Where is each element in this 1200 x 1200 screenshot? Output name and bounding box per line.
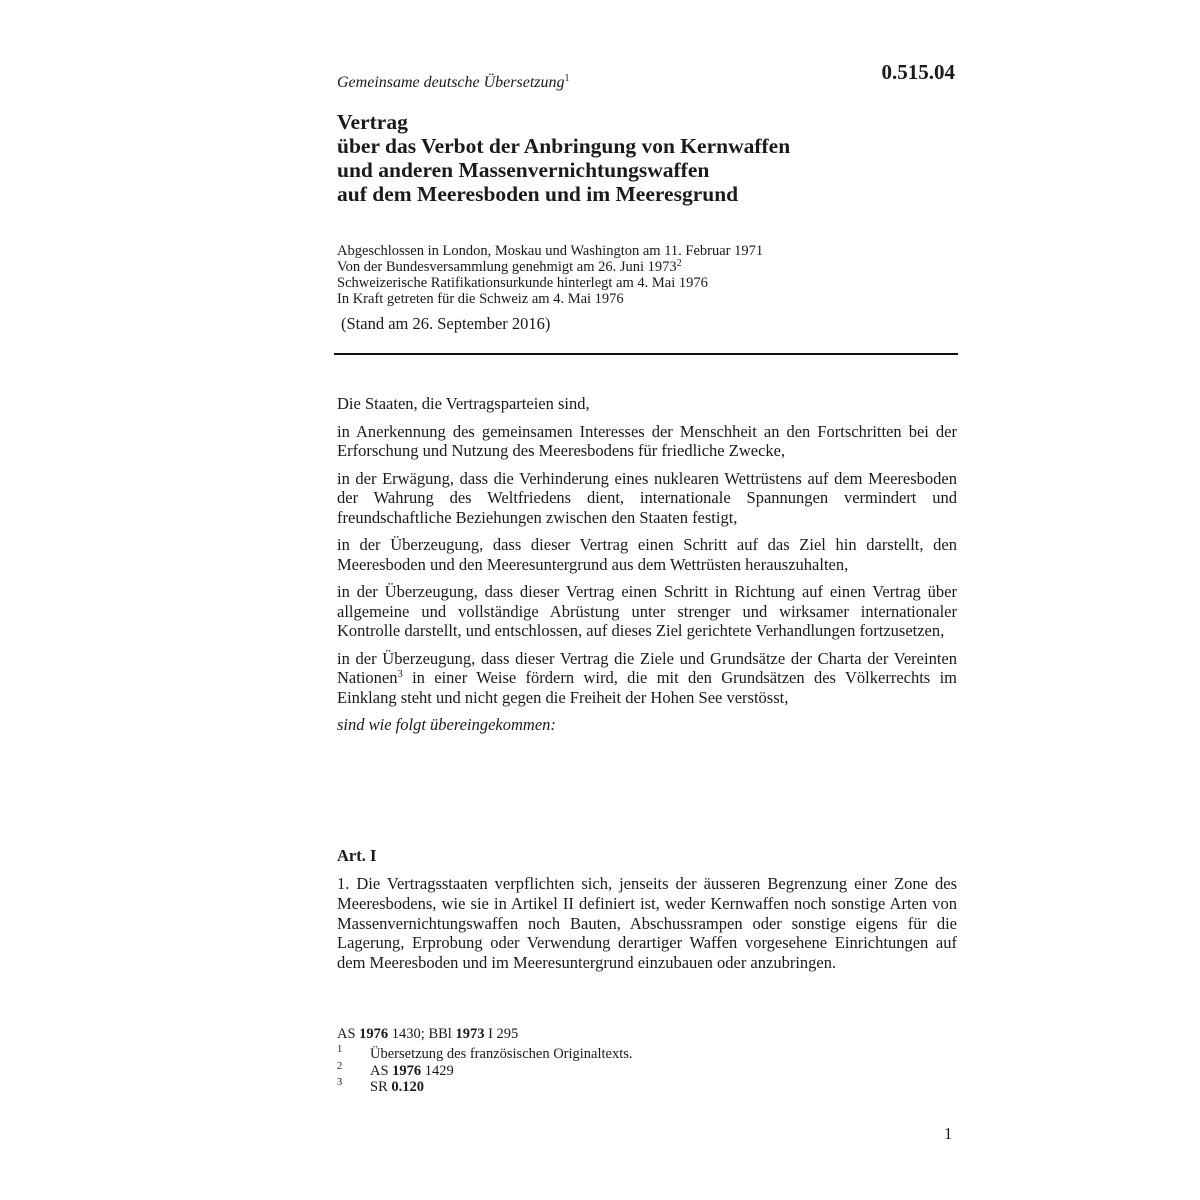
- footnote-number: 2: [337, 1060, 343, 1072]
- in-force-line: In Kraft getreten für die Schweiz am 4. Mai 1976: [337, 291, 624, 307]
- treaty-metadata: [337, 243, 957, 307]
- approved-line: [337, 259, 957, 275]
- footnote-text: [370, 1063, 454, 1079]
- preamble-intro: Die Staaten, die Vertragsparteien sind,: [337, 394, 590, 413]
- title-line: Vertrag: [337, 110, 408, 134]
- footnote-text: Übersetzung des französischen Originaltexts.: [370, 1046, 633, 1062]
- translation-note: [337, 74, 957, 92]
- preamble-paragraph: [337, 649, 957, 708]
- footnote-bold: 0.120: [391, 1079, 424, 1095]
- preamble-paragraph: in der Überzeugung, dass dieser Vertrag einen Schritt auf das Ziel hin darstellt, den Meeresboden und den Meeresuntergrund aus dem Wettrüsten herauszuhalten,: [337, 535, 957, 574]
- footnote-ref-3: 3: [397, 669, 403, 680]
- status-date: (Stand am 26. September 2016): [341, 314, 551, 333]
- ratification-line: Schweizerische Ratifikationsurkunde hinterlegt am 4. Mai 1976: [337, 275, 708, 291]
- preamble-closing: sind wie folgt übereingekommen:: [337, 715, 556, 734]
- document-title: [337, 110, 957, 206]
- article-paragraph: 1. Die Vertragsstaaten verpflichten sich, jenseits der äusseren Begrenzung einer Zone des Meeresbodens, wie sie in Artikel II definiert ist, weder Kernwaffen noch sonstige Arten von Massenvernichtungswaffen noch Bauten, Abschussrampen oder sonstige eigens für die Lagerung, Erprobung oder Verwendung derartiger Waffen vorgesehene Einrichtungen auf dem Meeresboden und im Meeresuntergrund einzubauen oder anzubringen.: [337, 874, 957, 973]
- footnote-prefix: SR: [370, 1079, 392, 1095]
- footnote-number: 3: [337, 1077, 343, 1088]
- footnote-ref-1: 1: [564, 73, 570, 84]
- source-bbl-page: I 295: [484, 1026, 519, 1042]
- footnotes: [337, 1046, 957, 1096]
- approved-text: Von der Bundesversammlung genehmigt am 26. Juni 1973: [337, 259, 677, 275]
- source-as-page: 1430; BBl: [388, 1026, 456, 1042]
- source-reference: [337, 1026, 957, 1043]
- footnote: [337, 1060, 957, 1080]
- source-as-label: AS: [337, 1026, 360, 1042]
- sr-number: 0.515.04: [881, 60, 955, 84]
- preamble: [337, 394, 957, 743]
- preamble-p5-end: in einer Weise fördern wird, die mit den Grundsätzen des Völkerrechts im Einklang steht und nicht gegen die Freiheit der Hohen See verstösst,: [337, 668, 957, 707]
- footnote-ref-2: 2: [676, 258, 682, 269]
- footnote-text: [370, 1079, 424, 1095]
- page-number: 1: [944, 1124, 953, 1143]
- title-line: über das Verbot der Anbringung von Kernwaffen: [337, 134, 791, 158]
- preamble-paragraph: in Anerkennung des gemeinsamen Interesses der Menschheit an den Fortschritten bei der Erforschung und Nutzung des Meeresbodens für friedliche Zwecke,: [337, 421, 957, 460]
- preamble-paragraph: in der Erwägung, dass die Verhinderung eines nuklearen Wettrüstens auf dem Meeresboden der Wahrung des Weltfriedens dient, internationale Spannungen vermindert und freundschaftliche Beziehungen zwischen den Staaten festigt,: [337, 468, 957, 527]
- footnote-suffix: 1429: [421, 1062, 454, 1079]
- source-bbl-year: 1973: [455, 1026, 485, 1042]
- translation-note-text: Gemeinsame deutsche Übersetzung: [337, 74, 565, 91]
- title-line: auf dem Meeresboden und im Meeresgrund: [337, 182, 739, 206]
- footnote-number: 1: [337, 1044, 343, 1055]
- concluded-line: Abgeschlossen in London, Moskau und Washington am 11. Februar 1971: [337, 243, 764, 259]
- title-line: und anderen Massenvernichtungswaffen: [337, 158, 710, 182]
- source-as-year: 1976: [359, 1026, 389, 1042]
- footnote: [337, 1079, 957, 1096]
- footnote-prefix: AS: [370, 1062, 393, 1079]
- article-heading: Art. I: [337, 846, 377, 865]
- preamble-p5-start: in der Überzeugung, dass dieser Vertrag die Ziele und Grundsätze der Charta der Vereinten Nationen: [337, 648, 957, 687]
- footnote: [337, 1046, 957, 1063]
- footnote-bold: 1976: [392, 1062, 422, 1079]
- title-divider: [334, 353, 958, 355]
- preamble-paragraph: in der Überzeugung, dass dieser Vertrag einen Schritt in Richtung auf einen Vertrag über allgemeine und vollständige Abrüstung unter strenger und wirksamer internationaler Kontrolle darstellt, und entschlossen, auf dieses Ziel gerichtete Verhandlungen fortzusetzen,: [337, 582, 957, 640]
